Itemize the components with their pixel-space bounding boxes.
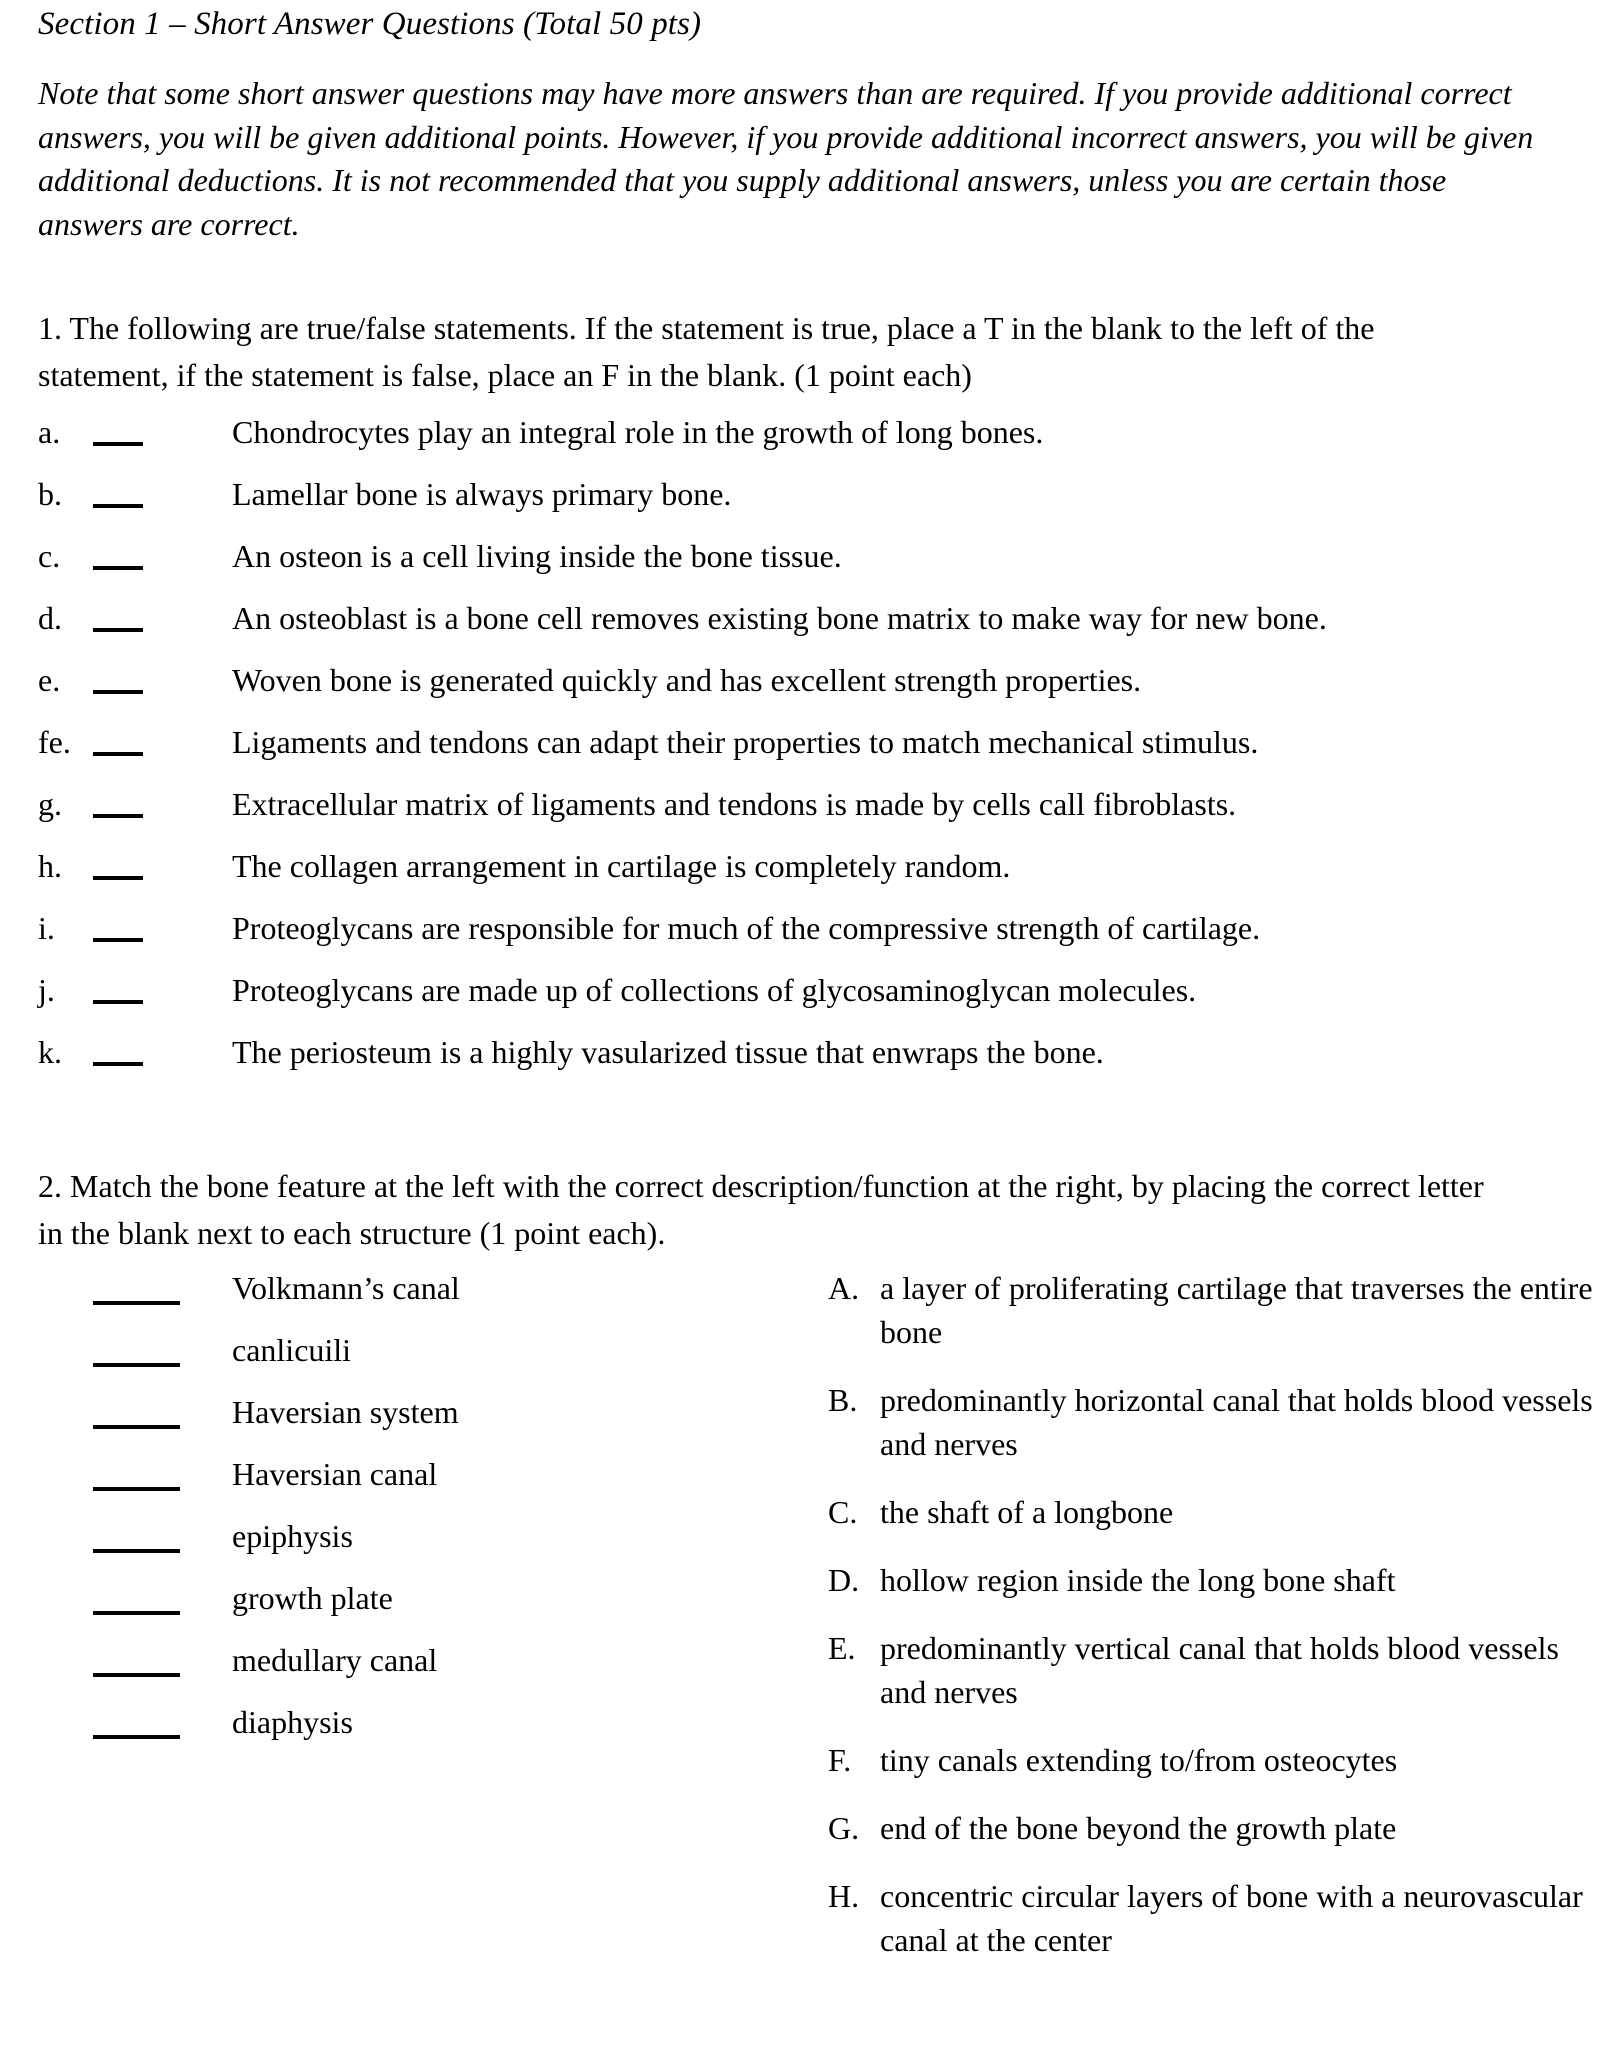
match-blank[interactable] [93,1487,180,1491]
match-blank[interactable] [93,1363,180,1367]
option-text: concentric circular layers of bone with a neurovascular canal at the center [880,1878,1583,1958]
item-letter: j. [38,972,55,1008]
option-text: hollow region inside the long bone shaft [880,1562,1396,1598]
answer-blank[interactable] [93,566,143,570]
matching-options-column [828,1266,1608,1986]
matching-option-row [828,1738,1608,1782]
answer-blank[interactable] [93,876,143,880]
item-letter: b. [38,476,62,512]
statement-text: Extracellular matrix of ligaments and tendons is made by cells call fibroblasts. [232,786,1237,822]
question-2-prompt: 2. Match the bone feature at the left with the correct description/function at the right, by placing the correct letter in the blank next to each structure (1 point each). [38,1168,1484,1251]
option-letter: D. [828,1562,860,1598]
matching-option-row [828,1266,1608,1354]
true-false-row [0,474,1611,536]
item-letter: g. [38,786,62,822]
option-letter: C. [828,1494,858,1530]
statement-text: The collagen arrangement in cartilage is completely random. [232,848,1011,884]
item-letter: a. [38,414,61,450]
term-label: canlicuili [232,1332,352,1368]
option-letter: E. [828,1630,856,1666]
matching-option-row [828,1378,1608,1466]
true-false-row [0,784,1611,846]
true-false-row [0,722,1611,784]
match-blank[interactable] [93,1301,180,1305]
statement-text: An osteoblast is a bone cell removes existing bone matrix to make way for new bone. [232,600,1327,636]
term-label: medullary canal [232,1642,438,1678]
item-letter: h. [38,848,62,884]
true-false-row [0,598,1611,660]
option-text: tiny canals extending to/from osteocytes [880,1742,1398,1778]
matching-terms-column [0,1268,760,1764]
term-label: diaphysis [232,1704,353,1740]
true-false-row [0,1032,1611,1094]
statement-text: An osteon is a cell living inside the bone tissue. [232,538,842,574]
option-letter: F. [828,1742,852,1778]
statement-text: Woven bone is generated quickly and has excellent strength properties. [232,662,1142,698]
option-letter: G. [828,1810,860,1846]
matching-option-row [828,1490,1608,1534]
matching-term-row [0,1516,760,1578]
answer-blank[interactable] [93,1062,143,1066]
matching-term-row [0,1330,760,1392]
question-1-prompt: 1. The following are true/false statements. If the statement is true, place a T in the blank to the left of the statement, if the statement is false, place an F in the blank. (1 point each) [38,310,1375,393]
answer-blank[interactable] [93,628,143,632]
match-blank[interactable] [93,1735,180,1739]
matching-term-row [0,1392,760,1454]
option-text: the shaft of a longbone [880,1494,1174,1530]
match-blank[interactable] [93,1611,180,1615]
true-false-row [0,846,1611,908]
matching-term-row [0,1578,760,1640]
answer-blank[interactable] [93,690,143,694]
answer-blank[interactable] [93,504,143,508]
option-letter: A. [828,1270,860,1306]
statement-text: The periosteum is a highly vasularized tissue that enwraps the bone. [232,1034,1104,1070]
statement-text: Chondrocytes play an integral role in the growth of long bones. [232,414,1044,450]
matching-option-row [828,1558,1608,1602]
answer-blank[interactable] [93,752,143,756]
item-letter: fe. [38,724,71,760]
answer-blank[interactable] [93,814,143,818]
matching-option-row [828,1874,1608,1962]
match-blank[interactable] [93,1673,180,1677]
statement-text: Proteoglycans are made up of collections of glycosaminoglycan molecules. [232,972,1197,1008]
matching-term-row [0,1640,760,1702]
true-false-row [0,536,1611,598]
statement-text: Lamellar bone is always primary bone. [232,476,732,512]
answer-blank[interactable] [93,442,143,446]
option-text: end of the bone beyond the growth plate [880,1810,1397,1846]
term-label: Haversian system [232,1394,459,1430]
term-label: epiphysis [232,1518,353,1554]
matching-term-row [0,1702,760,1764]
true-false-row [0,660,1611,722]
matching-term-row [0,1454,760,1516]
item-letter: d. [38,600,62,636]
item-letter: i. [38,910,55,946]
term-label: Haversian canal [232,1456,438,1492]
term-label: growth plate [232,1580,393,1616]
matching-option-row [828,1626,1608,1714]
option-text: a layer of proliferating cartilage that traverses the entire bone [880,1270,1593,1350]
item-letter: c. [38,538,61,574]
option-text: predominantly horizontal canal that holds blood vessels and nerves [880,1382,1593,1462]
option-text: predominantly vertical canal that holds blood vessels and nerves [880,1630,1559,1710]
match-blank[interactable] [93,1549,180,1553]
matching-option-row [828,1806,1608,1850]
true-false-row [0,412,1611,474]
instructions-note: Note that some short answer questions may have more answers than are required. If you provide additional correct answers, you will be given additional points. However, if you provide additional incorrect answers, you will be given additional deductions. It is not recommended that you supply additional answers, unless you are certain those answers are correct. [38,75,1534,242]
answer-blank[interactable] [93,1000,143,1004]
true-false-row [0,908,1611,970]
true-false-row [0,970,1611,1032]
option-letter: H. [828,1878,860,1914]
option-letter: B. [828,1382,858,1418]
item-letter: e. [38,662,61,698]
statement-text: Ligaments and tendons can adapt their properties to match mechanical stimulus. [232,724,1259,760]
matching-term-row [0,1268,760,1330]
statement-text: Proteoglycans are responsible for much of the compressive strength of cartilage. [232,910,1261,946]
section-title: Section 1 – Short Answer Questions (Total 50 pts) [38,6,702,42]
item-letter: k. [38,1034,62,1070]
true-false-list [0,412,1611,1094]
match-blank[interactable] [93,1425,180,1429]
answer-blank[interactable] [93,938,143,942]
term-label: Volkmann’s canal [232,1270,460,1306]
